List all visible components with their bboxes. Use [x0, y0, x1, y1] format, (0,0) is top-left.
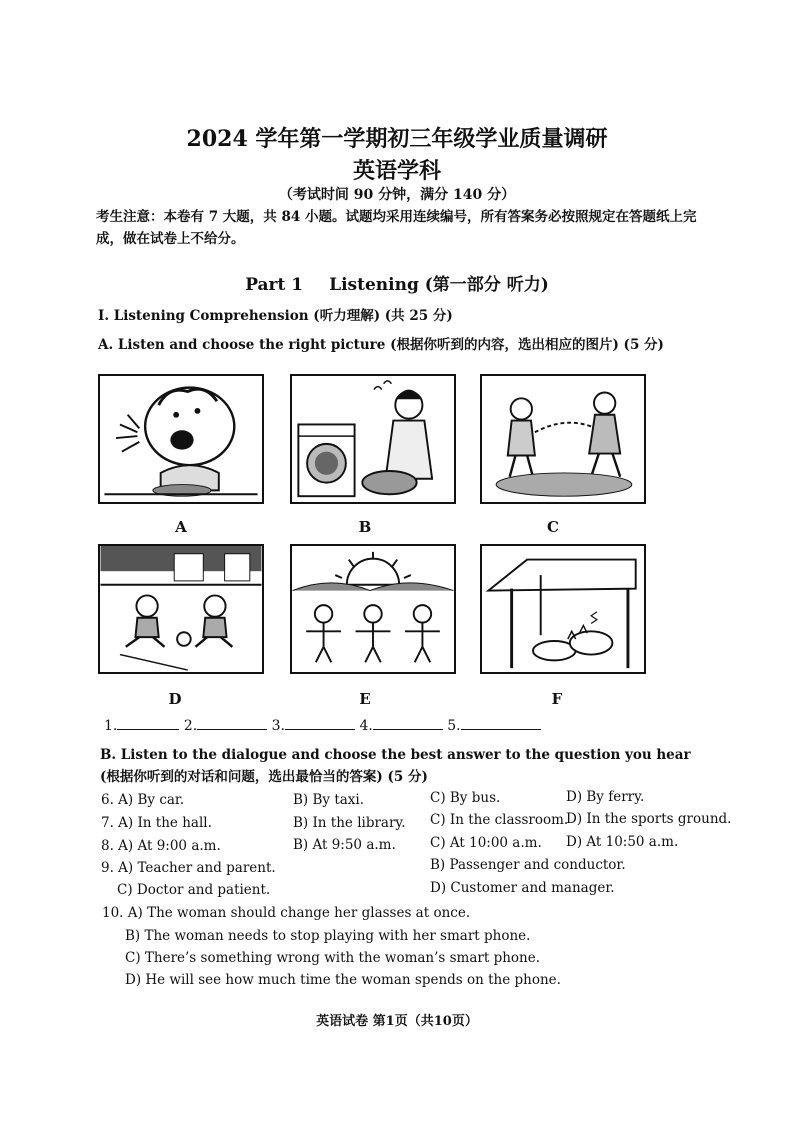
q8-option-d: D) At 10:50 a.m. — [566, 834, 679, 850]
exam-notice: 考生注意：本卷有 7 大题，共 84 小题。试题均采用连续编号，所有答案务必按照规定在答题纸上完成，做在试卷上不给分。 — [96, 209, 697, 247]
q8-option-c: C) At 10:00 a.m. — [430, 835, 542, 851]
section-b-title: B. Listen to the dialogue and choose the best answer to the question you hear (根据你听到的对话和问题，选出最恰当的答案) (5 分) — [100, 747, 691, 785]
q9-option-c: C) Doctor and patient. — [117, 882, 271, 898]
q6-option-c: C) By bus. — [430, 790, 501, 806]
q10-option-d: D) He will see how much time the woman spends on the phone. — [125, 972, 561, 988]
q7-option-b: B) In the library. — [293, 815, 406, 831]
subject-title: 英语学科 — [352, 158, 441, 184]
blank-number-5: 5. — [447, 718, 461, 734]
picture-a — [98, 374, 264, 504]
picture-f — [480, 544, 646, 674]
q6-option-a: 6. A) By car. — [101, 792, 185, 808]
q8-option-a: 8. A) At 9:00 a.m. — [101, 838, 221, 854]
picture-d-label: D — [168, 690, 182, 708]
q9-option-a: 9. A) Teacher and parent. — [101, 860, 276, 876]
picture-f-label: F — [551, 690, 563, 708]
q10-option-c: C) There’s something wrong with the woman’s smart phone. — [125, 950, 541, 966]
answer-blank-1[interactable] — [117, 716, 179, 730]
q7-option-a: 7. A) In the hall. — [101, 815, 212, 831]
cats-under-table-illustration — [482, 546, 644, 672]
water-fight-illustration — [482, 376, 644, 502]
blank-number-1: 1. — [104, 718, 118, 734]
q9-option-d: D) Customer and manager. — [430, 880, 615, 896]
picture-b — [290, 374, 456, 504]
answer-blank-2[interactable] — [197, 716, 267, 730]
section-1-title: I. Listening Comprehension (听力理解) (共 25 分) — [98, 308, 453, 324]
answer-blank-3[interactable] — [285, 716, 355, 730]
part-heading — [0, 270, 794, 295]
sneezing-boy-illustration — [100, 376, 262, 502]
page-footer: 英语试卷 第1页（共10页） — [316, 1014, 478, 1029]
section-a-title: A. Listen and choose the right picture (根据你听到的内容，选出相应的图片) (5 分) — [98, 337, 664, 353]
kids-playground-illustration — [100, 546, 262, 672]
answer-blank-4[interactable] — [373, 716, 443, 730]
exam-title: 2024 学年第一学期初三年级学业质量调研 — [186, 126, 608, 152]
part-label: Part 1 — [245, 275, 304, 295]
picture-a-label: A — [175, 518, 187, 536]
part-name: Listening (第一部分 听力) — [329, 275, 549, 295]
picture-d — [98, 544, 264, 674]
picture-b-label: B — [358, 518, 372, 536]
q6-option-d: D) By ferry. — [566, 789, 645, 805]
morning-exercise-illustration — [292, 546, 454, 672]
answer-blanks — [104, 716, 541, 734]
q6-option-b: B) By taxi. — [293, 792, 365, 808]
answer-blank-5[interactable] — [461, 716, 541, 730]
picture-e — [290, 544, 456, 674]
q8-option-b: B) At 9:50 a.m. — [293, 837, 396, 853]
blank-number-3: 3. — [271, 718, 285, 734]
picture-c — [480, 374, 646, 504]
blank-number-4: 4. — [359, 718, 373, 734]
q7-option-c: C) In the classroom. — [430, 812, 569, 828]
exam-info: （考试时间 90 分钟，满分 140 分） — [278, 187, 516, 203]
q10-option-b: B) The woman needs to stop playing with her smart phone. — [125, 928, 531, 944]
q10-option-a: 10. A) The woman should change her glasses at once. — [102, 905, 471, 921]
woman-laundry-illustration — [292, 376, 454, 502]
blank-number-2: 2. — [183, 718, 198, 734]
picture-e-label: E — [359, 690, 371, 708]
picture-c-label: C — [547, 518, 559, 536]
q9-option-b: B) Passenger and conductor. — [430, 857, 626, 873]
q7-option-d: D) In the sports ground. — [566, 811, 732, 827]
